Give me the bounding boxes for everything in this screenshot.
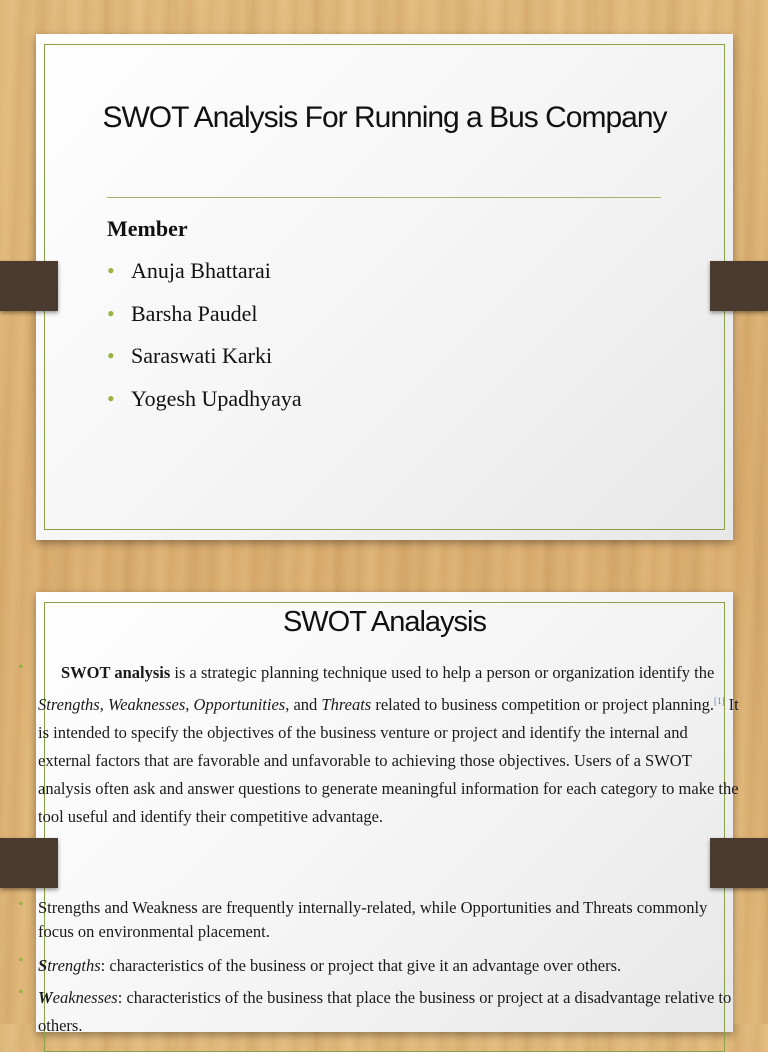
term-swot-analysis: SWOT analysis <box>61 663 171 682</box>
text-run: : characteristics of the business or project that give it an advantage over others. <box>100 956 622 975</box>
text-run: , and <box>285 695 322 714</box>
member-name: Barsha Paudel <box>131 300 258 326</box>
member-item <box>107 255 302 298</box>
text-run: is a strategic planning technique used to help a person or organization identify the <box>170 663 715 682</box>
internal-external-paragraph: Strengths and Weakness are frequently internally-related, while Opportunities and Threats commonly focus on environmental placement. <box>38 898 708 941</box>
bullet-icon: • <box>18 659 24 676</box>
member-list <box>107 255 302 425</box>
text-run: , <box>99 695 108 714</box>
bullet-icon: • <box>107 385 115 411</box>
bullet-icon: • <box>18 984 24 1001</box>
strengths-definition <box>38 952 740 980</box>
slide-1-title: SWOT Analysis For Running a Bus Company <box>102 101 667 134</box>
term-strengths: trengths <box>47 956 101 975</box>
left-clip-2 <box>0 838 58 888</box>
text-run: : characteristics of the business that place the business or project at a disadvantage relative to others. <box>38 988 732 1035</box>
drop-letter: W <box>38 988 53 1007</box>
swot-definition-paragraph <box>38 659 740 831</box>
member-item <box>107 340 302 383</box>
term-threats: Threats <box>321 695 372 714</box>
citation-link[interactable]: [1] <box>714 696 725 706</box>
title-divider <box>107 197 661 198</box>
bullet-icon: • <box>18 896 24 913</box>
drop-letter: S <box>38 956 48 975</box>
slide-2-title: SWOT Analaysis <box>282 606 487 638</box>
member-heading: Member <box>107 216 188 241</box>
term-weaknesses: eaknesses <box>52 988 118 1007</box>
weaknesses-definition <box>38 984 740 1040</box>
right-clip-2 <box>710 838 768 888</box>
bullet-icon: • <box>107 343 115 368</box>
bullet-icon: • <box>107 258 115 283</box>
text-run: , <box>185 695 194 714</box>
term-strengths: Strengths <box>38 695 100 714</box>
member-item <box>107 298 302 341</box>
bullet-icon: • <box>107 300 115 326</box>
left-clip <box>0 261 58 311</box>
member-name: Saraswati Karki <box>131 343 273 368</box>
right-clip <box>710 261 768 311</box>
bullet-icon: • <box>18 952 24 969</box>
member-name: Yogesh Upadhyaya <box>131 385 302 411</box>
member-name: Anuja Bhattarai <box>131 258 271 283</box>
term-opportunities: Opportunities <box>193 695 286 714</box>
text-run: It is intended to specify the objectives of the business venture or project and identify the internal and external factors that are favorable and unfavorable to achieving those objectives. Users of a SWOT analysis often ask and answer questions to generate meaningful information for each category to make the tool useful and identify their competitive advantage. <box>38 695 739 826</box>
text-run: related to business competition or project planning. <box>371 695 714 714</box>
term-weaknesses: Weaknesses <box>107 695 186 714</box>
member-item <box>107 383 302 426</box>
